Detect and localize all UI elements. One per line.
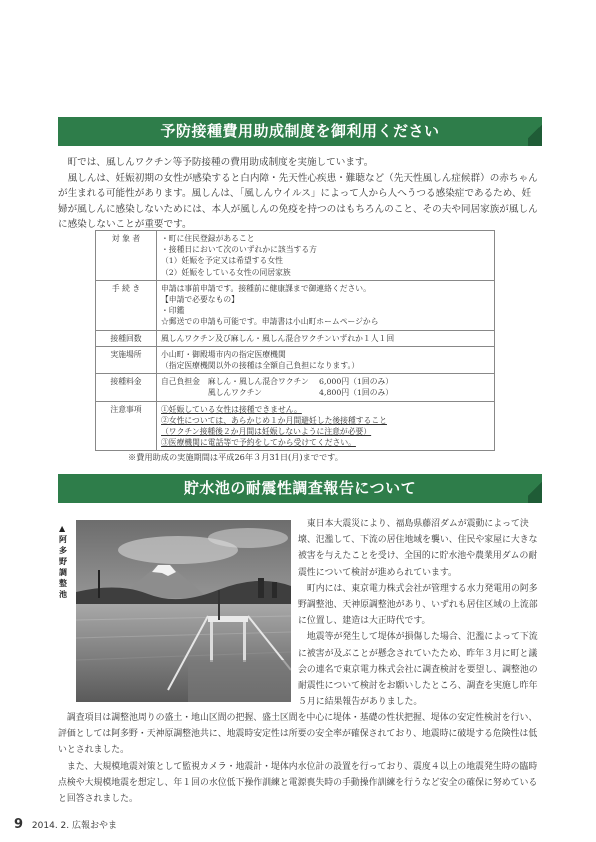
row-line: 【申請で必要なもの】 <box>161 295 239 305</box>
row-line: 風しんワクチン及び麻しん・風しん混合ワクチンいずれか１人１回 <box>161 333 395 343</box>
reservoir-photo-image <box>58 520 291 702</box>
reservoir-text-right <box>298 516 538 710</box>
reservoir-photo <box>58 520 291 702</box>
row-key: 実施場所 <box>96 346 157 373</box>
publication-name: 広報おやま <box>72 821 118 831</box>
row-line: ②女性については、あらかじめ１か月間避妊した後接種すること <box>161 415 387 425</box>
row-value <box>157 231 495 281</box>
subsidy-period-note: ※費用助成の実施期間は平成26年３月31日(月)までです。 <box>128 452 343 462</box>
vaccination-info-table <box>95 230 495 451</box>
table-row <box>96 330 495 346</box>
row-key: 接種料金 <box>96 374 157 401</box>
reservoir-text-full <box>58 710 540 807</box>
row-value <box>157 346 495 373</box>
row-line: ①妊娠している女性は接種できません。 <box>161 404 302 414</box>
reservoir-paragraph-3: 地震等が発生して堤体が損傷した場合、氾濫によって下流に被害が及ぶことが懸念されていたため、昨年３月に町と議会の連名で東京電力株式会社に調査検討を要望し、調整池の耐震性について検討をお願いしたところ、調査を実施し昨年５月に結果報告がありました。 <box>298 632 538 708</box>
row-line: ・印鑑 <box>161 306 185 316</box>
row-value <box>157 374 495 401</box>
intro-paragraph-2: 風しんは、妊娠初期の女性が感染すると白内障・先天性心疾患・難聴など（先天性風しん症候群）の赤ちゃんが生まれる可能性があります。風しんは、「風しんウイルス」によって人から人へうつる感染症であるため、妊婦が風しんに感染しないためには、本人が風しんの免疫を持つのはもちろんのこと、その夫や同居家族が風しんに感染しないことが重要です。 <box>58 172 538 230</box>
intro-paragraph-1: 町では、風しんワクチン等予防接種の費用助成制度を実施しています。 <box>67 157 374 168</box>
table-row <box>96 280 495 330</box>
row-value <box>157 330 495 346</box>
section-title-vaccination: 予防接種費用助成制度を御利用ください <box>58 117 542 146</box>
row-key: 注意事項 <box>96 401 157 451</box>
row-line: ③医療機関に電話等で予約をしてから受けてください。 <box>161 438 356 448</box>
row-key: 対 象 者 <box>96 231 157 281</box>
row-line: 自己負担金 麻しん・風しん混合ワクチン 6,000円（1回のみ） <box>161 377 394 387</box>
row-line: ・接種日において次のいずれかに該当する方 <box>161 245 317 255</box>
page-footer <box>14 817 117 832</box>
issue-date: 2014. 2. <box>31 821 70 831</box>
table-row <box>96 374 495 401</box>
row-line: 小山町・御殿場市内の指定医療機関 <box>161 349 286 359</box>
page-number: 9 <box>14 817 24 832</box>
reservoir-paragraph-2: 町内には、東京電力株式会社が管理する水力発電用の阿多野調整池、天神原調整池があり、いずれも居住区域の上流部に位置し、建造は大正時代です。 <box>298 583 538 627</box>
photo-caption: ▲阿多野調整池 <box>59 524 67 599</box>
row-line: （1）妊娠を予定又は希望する女性 <box>161 256 283 266</box>
row-line: 風しんワクチン 4,800円（1回のみ） <box>161 388 394 398</box>
row-line: ☆郵送での申請も可能です。申請書は小山町ホームページから <box>161 317 379 327</box>
reservoir-paragraph-4: 調査項目は調整池周りの盛土・地山区間の把握、盛土区間を中心に堤体・基礎の性状把握、堤体の安定性検討を行い、評価としては阿多野・天神原調整池共に、地震時安定性は所要の安全率が確保されており、地震時に破堤する危険性は低いとされました。 <box>58 713 538 756</box>
vaccination-intro <box>58 155 540 233</box>
row-key: 手 続 き <box>96 280 157 330</box>
row-line: ・町に住民登録があること <box>161 234 255 243</box>
table-row <box>96 401 495 451</box>
section-title-reservoir: 貯水池の耐震性調査報告について <box>58 474 542 503</box>
reservoir-paragraph-1: 東日本大震災により、福島県藤沼ダムが震動によって決壊、氾濫して、下流の居住地域を襲い、住民や家屋に大きな被害を与えたことを受け、全国的に貯水池や農業用ダムの耐震性について検討が進められています。 <box>298 519 538 578</box>
row-line: 申請は事前申請です。接種前に健康課まで御連絡ください。 <box>161 283 371 293</box>
row-line: （ワクチン接種後２か月間は妊娠しないように注意が必要） <box>161 427 372 437</box>
table-row <box>96 231 495 281</box>
row-key: 接種回数 <box>96 330 157 346</box>
row-value <box>157 401 495 451</box>
table-row <box>96 346 495 373</box>
row-line: （2）妊娠をしている女性の同居家族 <box>161 267 291 277</box>
row-line: （指定医療機関以外の接種は全額自己負担になります。） <box>161 361 360 371</box>
reservoir-paragraph-5: また、大規模地震対策として監視カメラ・地震計・堤体内水位計の設置を行っており、震度４以上の地震発生時の臨時点検や大規模地震を想定し、年１回の水位低下操作訓練と電源喪失時の手動操作訓練を行うなど安全の確保に努めていると回答されました。 <box>58 761 538 805</box>
row-value <box>157 280 495 330</box>
